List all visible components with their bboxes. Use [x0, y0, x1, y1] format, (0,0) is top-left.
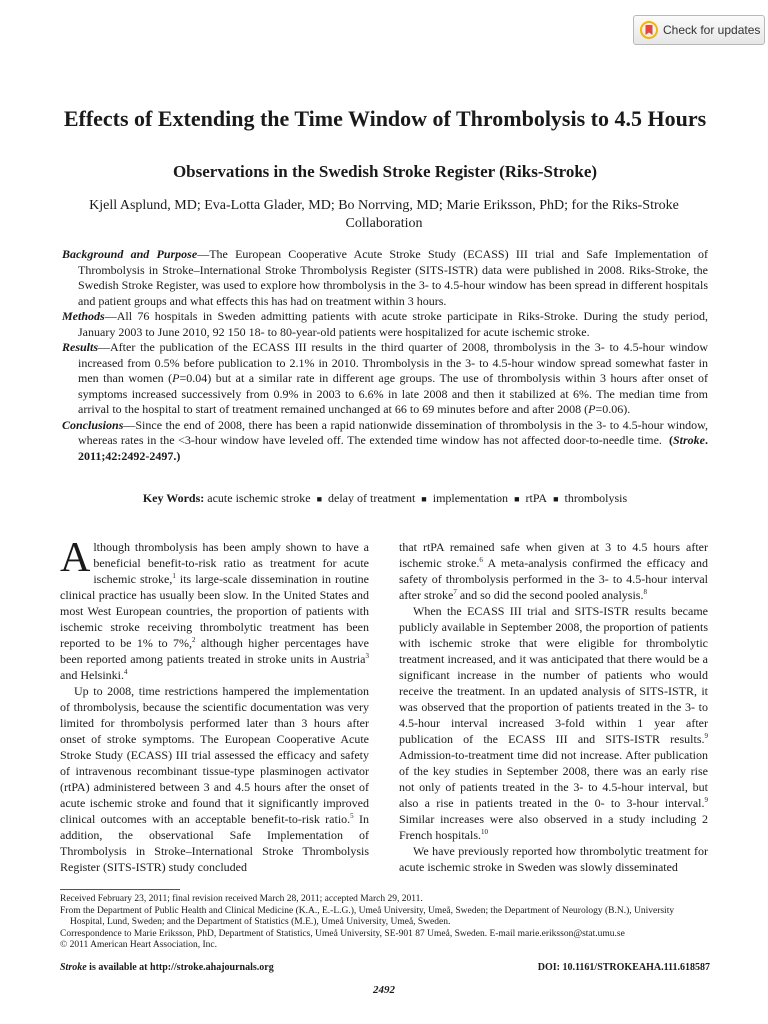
drop-cap: A [60, 535, 91, 581]
reference-marker: 7 [453, 588, 457, 596]
article-title: Effects of Extending the Time Window of Thrombolysis to 4.5 Hours [63, 106, 707, 131]
copyright: © 2011 American Heart Association, Inc. [60, 940, 217, 951]
keyword: thrombolysis [564, 491, 628, 505]
reference-marker: 3 [365, 652, 369, 660]
journal-availability: Stroke is available at http://stroke.ahajournals.org [60, 962, 274, 973]
reference-marker: 2 [191, 636, 196, 644]
reference-marker: 8 [643, 588, 647, 596]
keyword: delay of treatment [328, 491, 416, 505]
reference-marker: 4 [124, 668, 128, 676]
background-label: Background and Purpose [62, 247, 198, 261]
check-for-updates-label: Check for updates [663, 23, 761, 37]
results-text: —After the publication of the ECASS III results in the third quarter of 2008, thrombolysis in the 3- to 4.5-hour window increased from 0.5% before publication to 2.1% in 2010. Thrombolysis in the 3- to 4.5-hour window spread somewhat faster in men than women ( [78, 340, 708, 385]
p-value-symbol: P [172, 371, 180, 385]
abstract-background [62, 247, 708, 309]
bookmark-update-icon [640, 21, 658, 39]
reference-marker: 9 [704, 796, 708, 804]
citation: (Stroke. 2011;42:2492-2497.) [78, 433, 709, 463]
keyword: implementation [432, 491, 509, 505]
abstract-methods [62, 309, 708, 340]
background-text: —The European Cooperative Acute Stroke Study (ECASS) III trial and Safe Implementation of Thrombolysis in Stroke–International Stroke Thrombolysis Register (SITS-ISTR) data were published in 2008. Riks-Stroke, the Swedish Stroke Register, was used to explore how thrombolysis in the 3- to 4.5-hour window has been spread in different hospitals and patient groups and what effects this has had on treatment within 3 hours. [78, 247, 708, 308]
keyword: rtPA [525, 491, 548, 505]
conclusions-text: —Since the end of 2008, there has been a rapid nationwide dissemination of thrombolysis in the 3- to 4.5-hour window, whereas rates in the <3-hour window have leveled off. The extended time window has not affected door-to-needle time. [78, 417, 708, 447]
body-paragraph: We have previously reported how thrombolytic treatment for acute ischemic stroke in Sweden was slowly disseminated [399, 844, 708, 874]
doi: DOI: 10.1161/STROKEAHA.111.618587 [537, 962, 710, 973]
footnotes [60, 894, 710, 952]
affiliations: From the Department of Public Health and Clinical Medicine (K.A., E.-L.G.), Umeå University, Umeå, Sweden; the Department of Neurology (B.N.), University Hospital, Lund, Sweden; and the Department of Statistics (M.E.), Umeå University, Umeå, Sweden. [60, 905, 675, 928]
reference-marker: 10 [481, 828, 488, 836]
keyword-separator: ■ [553, 494, 559, 504]
methods-label: Methods [62, 309, 105, 323]
page-number: 2492 [373, 984, 395, 996]
results-text: =0.06). [595, 402, 631, 416]
body-paragraph: that rtPA remained safe when given at 3 to 4.5 hours after ischemic stroke.$^6$ A meta-analysis confirmed the efficacy and safety of thrombolysis performed in the 3- to 4.5-hour interval after stroke$^7$ and so did the second pooled analysis.$^8$ [399, 540, 709, 602]
footnote-divider [60, 889, 180, 890]
reference-marker: 1 [172, 572, 176, 580]
keyword-separator: ■ [421, 494, 427, 504]
body-paragraph: Although thrombolysis has been amply shown to have a beneficial benefit-to-risk ratio as treatment for acute ischemic stroke,$^1$ its large-scale dissemination in routine clinical practice has usually been slow. In the United States and most West European countries, the proportion of patients with ischemic stroke receiving thrombolytic treatment has been reported to be 1% to 7%,$^2$ although higher percentages have been reported among patients treated in stroke units in Austria$^3$ and Helsinki.$^4$ [60, 535, 369, 682]
received-dates: Received February 23, 2011; final revision received March 28, 2011; accepted March 29, 2011. [60, 894, 423, 904]
keyword: acute ischemic stroke [207, 491, 311, 505]
p-value-symbol: P [588, 402, 596, 416]
abstract [62, 247, 708, 464]
body-paragraph: Up to 2008, time restrictions hampered the implementation of thrombolysis, because the scientific documentation was very limited for thrombolysis performed later than 3 hours after onset of stroke symptoms. The European Cooperative Acute Stroke Study (ECASS) III trial assessed the efficacy and safety of intravenous recombinant tissue-type plasminogen activator (rtPA) administered between 3 and 4.5 hours after the onset of acute ischemic stroke and found that it significantly improved clinical outcomes with an acceptable benefit-to-risk ratio.$^5$ In addition, the observational Safe Implementation of Thrombolysis in Stroke–International Stroke Thrombolysis Register (SITS-ISTR) study concluded [60, 684, 369, 874]
keywords-label: Key Words: [142, 491, 205, 505]
article-subtitle: Observations in the Swedish Stroke Register (Riks-Stroke) [172, 162, 598, 181]
abstract-conclusions [62, 418, 708, 465]
body-column-left [60, 535, 369, 875]
body-column-right [399, 539, 708, 875]
keywords [62, 491, 708, 507]
author-list: Kjell Asplund, MD; Eva-Lotta Glader, MD; Bo Norrving, MD; Marie Eriksson, PhD; for the Riks-Stroke Collaboration [89, 198, 679, 231]
body-paragraph: When the ECASS III trial and SITS-ISTR results became publicly available in September 2008, the proportion of patients with ischemic stroke that were eligible for thrombolytic treatment increased, and it was anticipated that there would be a significant increase in the number of patients who would receive the treatment. In an updated analysis of SITS-ISTR, it was observed that the proportion of patients treated in the 3- to 4.5-hour interval increased 3-fold within 1 year after publication of the ECASS III and SITS-ISTR results.$^9$ Admission-to-treatment time did not increase. After publication of the key studies in September 2008, there was an early rise not only of patients treated in the 3- to 4.5-hour interval, but also a rise in patients treated in the 0- to 3-hour interval.$^9$ Similar increases were also observed in a study including 2 French hospitals.$^{10}$ [399, 604, 708, 842]
reference-marker: 6 [479, 556, 483, 564]
keyword-separator: ■ [316, 494, 322, 504]
journal-line [60, 962, 710, 973]
abstract-results [62, 340, 708, 418]
results-text: =0.04) but at a similar rate in different age groups. The use of thrombolysis within 3 hours after onset of symptoms increased successively from 0.9% in 2003 to 6.6% in late 2008 and then it stabilized at 6%. The median time from arrival to the hospital to start of treatment remained unchanged at 66 to 69 minutes before and after 2008 ( [78, 371, 708, 416]
check-for-updates-button[interactable] [633, 15, 765, 45]
reference-marker: 9 [704, 732, 708, 740]
reference-marker: 5 [350, 812, 354, 820]
methods-text: —All 76 hospitals in Sweden admitting patients with acute stroke participate in Riks-Stroke. During the study period, January 2003 to June 2010, 92 150 18- to 80-year-old patients were hospitalized for acute ischemic stroke. [78, 309, 708, 339]
conclusions-label: Conclusions [62, 417, 124, 432]
keyword-separator: ■ [514, 494, 520, 504]
results-label: Results [62, 340, 99, 354]
correspondence: Correspondence to Marie Eriksson, PhD, Department of Statistics, Umeå University, SE-901 87 Umeå, Sweden. E-mail marie.eriksson@stat.umu.se [60, 928, 625, 939]
